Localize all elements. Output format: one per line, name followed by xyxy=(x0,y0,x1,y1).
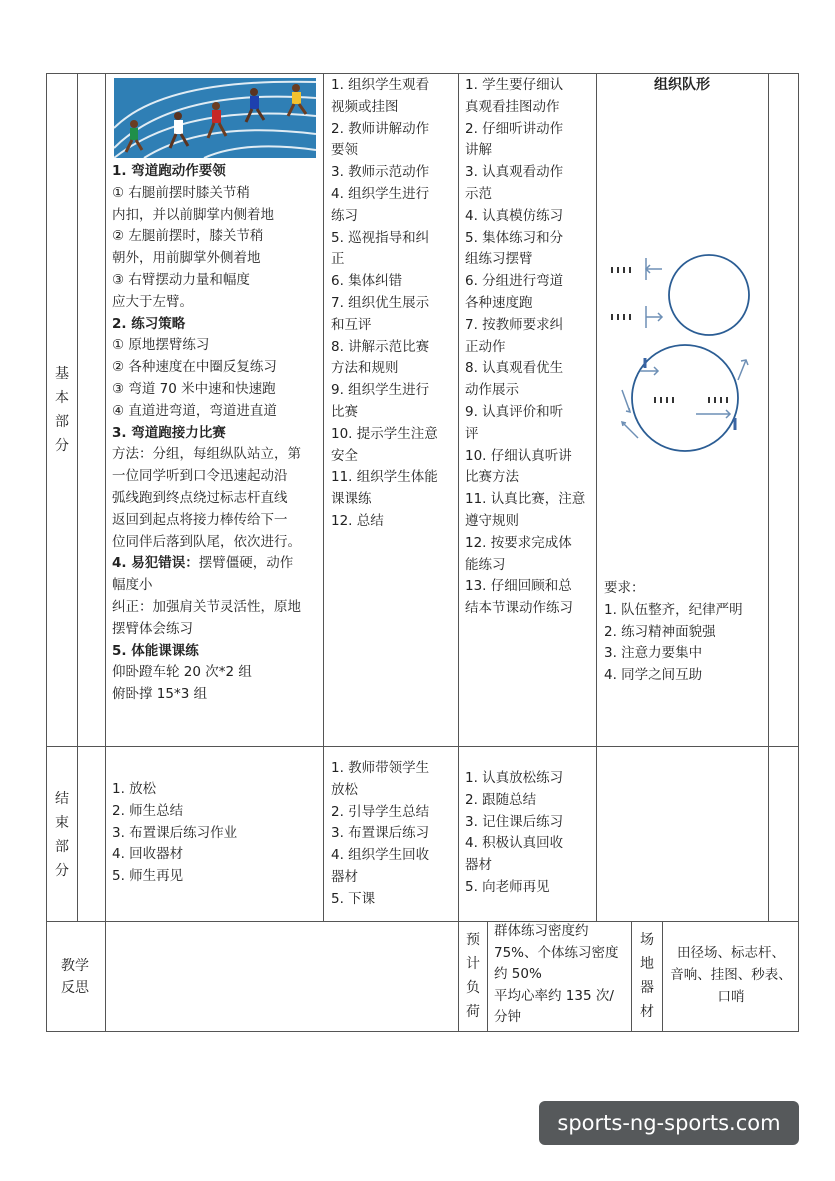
heading-common-errors: 4. 易犯错误： xyxy=(112,555,199,572)
marker-poles xyxy=(645,358,735,430)
basic-content: 1. 弯道跑动作要领 ① 右腿前摆时膝关节稍 内扣，并以前脚掌内侧着地 ② 左腿前摆时，膝关节稍 朝外，用前脚掌外侧着地 ③ 右臂摆动力量和幅度 应大于左臂。 2. 练习策略 ① 原地摆臂练习 ② 各种速度在中圈反复练习 ③ 弯道 70 米中速和快速跑 ④ 直道进弯道，弯道进直道 3. 弯道跑接力比赛 方法：分组，每组纵队站立，第 一位同学听到口令迅速起动沿 弧线跑到终点绕过标志杆直线 返回到起点将接力棒传给下一 位同伴后落到队尾，依次进行。 4. 易犯错误：摆臂僵硬，动作 幅度小 纠正：加强肩关节灵活性，原地 摆臂体会练习 5. 体能课课练 仰卧蹬车轮 20 次*2 组 俯卧撑 15*3 组 xyxy=(112,161,322,706)
student-dots-upper-1 xyxy=(611,267,631,273)
watermark-badge: sports-ng-sports.com xyxy=(539,1101,799,1145)
section-label-reflection: 教学 反思 xyxy=(61,958,89,996)
section-label-ending: 结 束 部 分 xyxy=(55,791,69,879)
load-label: 预 计 负 荷 xyxy=(466,932,480,1020)
sprinters-photo xyxy=(114,78,316,158)
organization-requirements: 要求： 1. 队伍整齐，纪律严明 2. 练习精神面貌强 3. 注意力要集中 4. 同学之间互助 xyxy=(604,580,743,684)
basic-student-activities: 1. 学生要仔细认 真观看挂图动作 2. 仔细听讲动作 讲解 3. 认真观看动作 示范 4. 认真模仿练习 5. 集体练习和分 组练习摆臂 6. 分组进行弯道 各种速度跑 7. 按教师要求纠 正动作 8. 认真观看优生 动作展示 9. 认真评价和听 评 10. 仔细认真听讲 比赛方法 11. 认真比赛，注意 遵守规则 12. 按要求完成体 能练习 13. 仔细回顾和总 结本节课动作练习 xyxy=(465,77,586,617)
heading-fitness: 5. 体能课课练 xyxy=(112,642,199,659)
heading-relay-race: 3. 弯道跑接力比赛 xyxy=(112,424,226,441)
venue-label: 场 地 器 材 xyxy=(640,932,654,1020)
ending-student-activities: 1. 认真放松练习 2. 跟随总结 3. 记住课后练习 4. 积极认真回收 器材 5. 向老师再见 xyxy=(465,770,564,895)
sprinters-on-curve-track-photo xyxy=(114,78,316,158)
heading-curve-technique: 1. 弯道跑动作要领 xyxy=(112,163,226,179)
track-circle-upper xyxy=(669,255,749,335)
student-dots-lower-right xyxy=(708,397,728,403)
student-dots-lower-left xyxy=(654,397,674,403)
formation-diagram xyxy=(600,240,766,460)
basic-teacher-activities: 1. 组织学生观看 视频或挂图 2. 教师讲解动作 要领 3. 教师示范动作 4. 组织学生进行 练习 5. 巡视指导和纠 正 6. 集体纠错 7. 组织优生展示 和互评 8. 讲解示范比赛 方法和规则 9. 组织学生进行 比赛 10. 提示学生注意 安全 11. 组织学生体能 课课练 12. 总结 xyxy=(331,77,438,529)
organization-title: 组织队形 xyxy=(654,77,710,93)
venue-text: 田径场、标志杆、 音响、挂图、秒表、 口哨 xyxy=(670,945,792,1005)
student-dots-upper-2 xyxy=(611,314,631,320)
heading-practice-strategy: 2. 练习策略 xyxy=(112,315,186,332)
track-circle-lower xyxy=(632,345,738,451)
start-marker-arrows xyxy=(646,258,662,328)
ending-content: 1. 放松 2. 师生总结 3. 布置课后练习作业 4. 回收器材 5. 师生再见 xyxy=(112,781,238,885)
ending-teacher-activities: 1. 教师带领学生 放松 2. 引导学生总结 3. 布置课后练习 4. 组织学生回收 器材 5. 下课 xyxy=(331,760,430,907)
section-label-basic: 基 本 部 分 xyxy=(55,366,69,454)
load-text: 群体练习密度约 75%、个体练习密度 约 50% 平均心率约 135 次/ 分钟 xyxy=(494,923,619,1025)
